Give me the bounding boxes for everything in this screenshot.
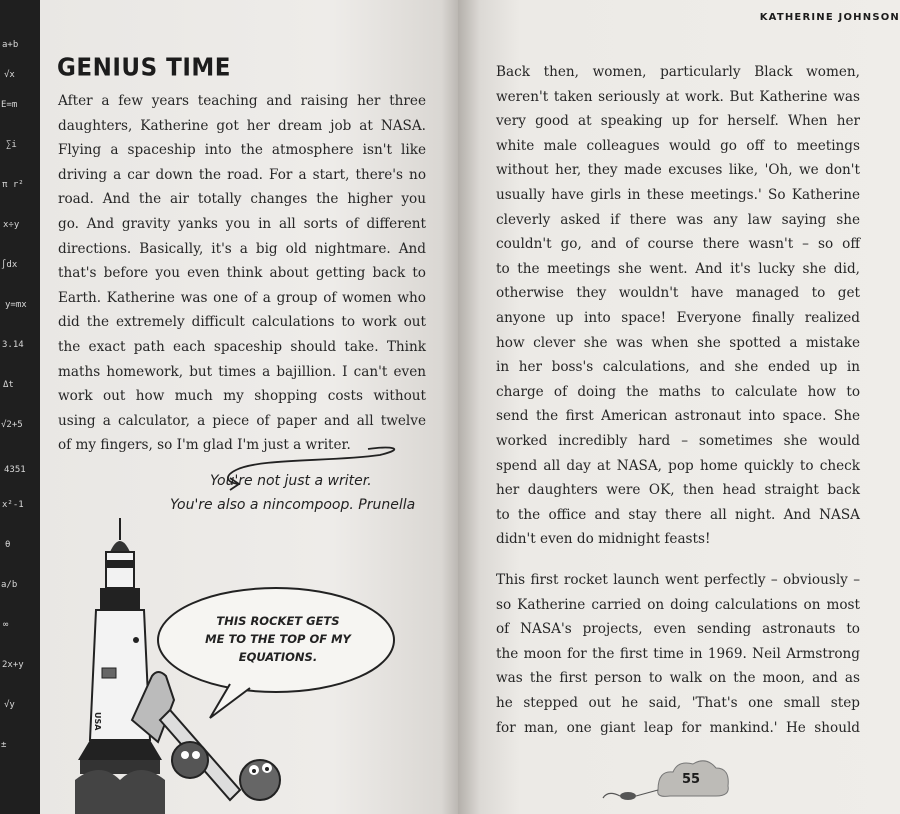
text-line: anyone up into space! Everyone finally realized [496, 309, 860, 326]
text-line: maths homework, but times a bajillion. I can't even [58, 363, 426, 380]
text-line: After a few years teaching and raising her three [58, 93, 426, 109]
text-line: the moon for the first time in 1969. Neil Armstrong [496, 645, 860, 662]
speech-bubble-line: EQUATIONS. [238, 650, 318, 664]
rocket-label: USA [93, 712, 102, 731]
handwritten-note-line2: You're also a nincompoop. Prunella [170, 497, 416, 513]
text-line: was the first person to walk on the moon, and as [496, 670, 860, 687]
text-line: road. And the air totally changes the higher you [58, 191, 426, 208]
text-line: how clever she was when she spotted a mistake [496, 334, 860, 351]
text-line: cleverly asked if there was any law saying she [496, 211, 860, 228]
text-line: directions. Basically, it's a big old nightmare. And [58, 240, 426, 257]
text-line: usually have girls in these meetings.' So Katherine [496, 186, 860, 203]
left-page [40, 0, 458, 814]
text-line: for man, one giant leap for mankind.' He should [496, 719, 860, 736]
text-line: white male colleagues would go off to meetings [496, 137, 860, 154]
text-line: driving a car down the road. For a start, there's no [58, 166, 426, 183]
speech-bubble-line: ME TO THE TOP OF MY [205, 632, 351, 646]
text-line: did the extremely difficult calculations to work out [58, 314, 426, 331]
text-line: in her boss's calculations, and she ended up in [496, 359, 860, 376]
page-number-decoration [458, 0, 900, 814]
text-line: charge of doing the maths to calculate how to [496, 383, 860, 400]
text-line: worked incredibly hard – sometimes she would [496, 432, 860, 449]
text-line: go. And gravity yanks you in all sorts of different [58, 215, 426, 232]
text-line: of NASA's projects, even sending astronauts to [496, 621, 860, 638]
text-line: didn't even do midnight feasts! [496, 531, 711, 548]
text-line: without her, they made excuses like, 'Oh, we don't [496, 162, 860, 179]
text-line: Flying a spaceship into the atmosphere isn't like [58, 142, 426, 159]
text-line: work out how much my shopping costs without [58, 388, 426, 405]
text-line: her daughters were OK, then head straight back [496, 482, 860, 499]
text-line: couldn't go, and of course there wasn't – so off [496, 236, 860, 253]
text-line: Back then, women, particularly Black women, [496, 64, 860, 80]
text-line: This first rocket launch went perfectly – obviously – [496, 572, 860, 588]
text-line: daughters, Katherine got her dream job at NASA. [58, 117, 426, 134]
text-line: weren't taken seriously at work. But Katherine was [496, 88, 860, 105]
text-line: Earth. Katherine was one of a group of women who [58, 289, 426, 306]
page-number: 55 [682, 772, 701, 787]
text-line: otherwise they wouldn't have managed to get [496, 285, 860, 302]
text-line: to the office and stay there all night. And NASA [496, 506, 860, 523]
section-heading: GENIUS TIME [57, 53, 231, 83]
speech-bubble-line: THIS ROCKET GETS [216, 614, 340, 628]
speech-bubble [195, 612, 361, 666]
right-page [458, 0, 900, 814]
chalkboard-illustration: a+b √x E=m ∑i π r² x÷y ∫dx y=mx 3.14 Δt √2+5 4351 x²-1 θ a/b ∞ 2x+y √y ± [0, 0, 40, 814]
text-line: very good at speaking up for herself. When her [496, 113, 860, 130]
text-line: the exact path each spaceship should take. Think [58, 338, 426, 355]
text-line: so Katherine carried on doing calculations on most [496, 596, 860, 613]
text-line: he stepped out he said, 'That's one small step [496, 694, 860, 711]
handwritten-note-line1: You're not just a writer. [210, 473, 372, 489]
text-line: send the first American astronaut into space. She [496, 408, 860, 425]
text-line: to the meetings she went. And it's lucky she did, [496, 260, 860, 277]
rocket-illustration [40, 0, 458, 814]
text-line: that's before you even think about getting back to [58, 265, 426, 282]
text-line: of my fingers, so I'm glad I'm just a writer. [58, 437, 351, 454]
running-head: KATHERINE JOHNSON [759, 12, 900, 23]
text-line: spend all day at NASA, pop home quickly to check [496, 457, 860, 474]
text-line: using a calculator, a piece of paper and all twelve [58, 412, 426, 429]
